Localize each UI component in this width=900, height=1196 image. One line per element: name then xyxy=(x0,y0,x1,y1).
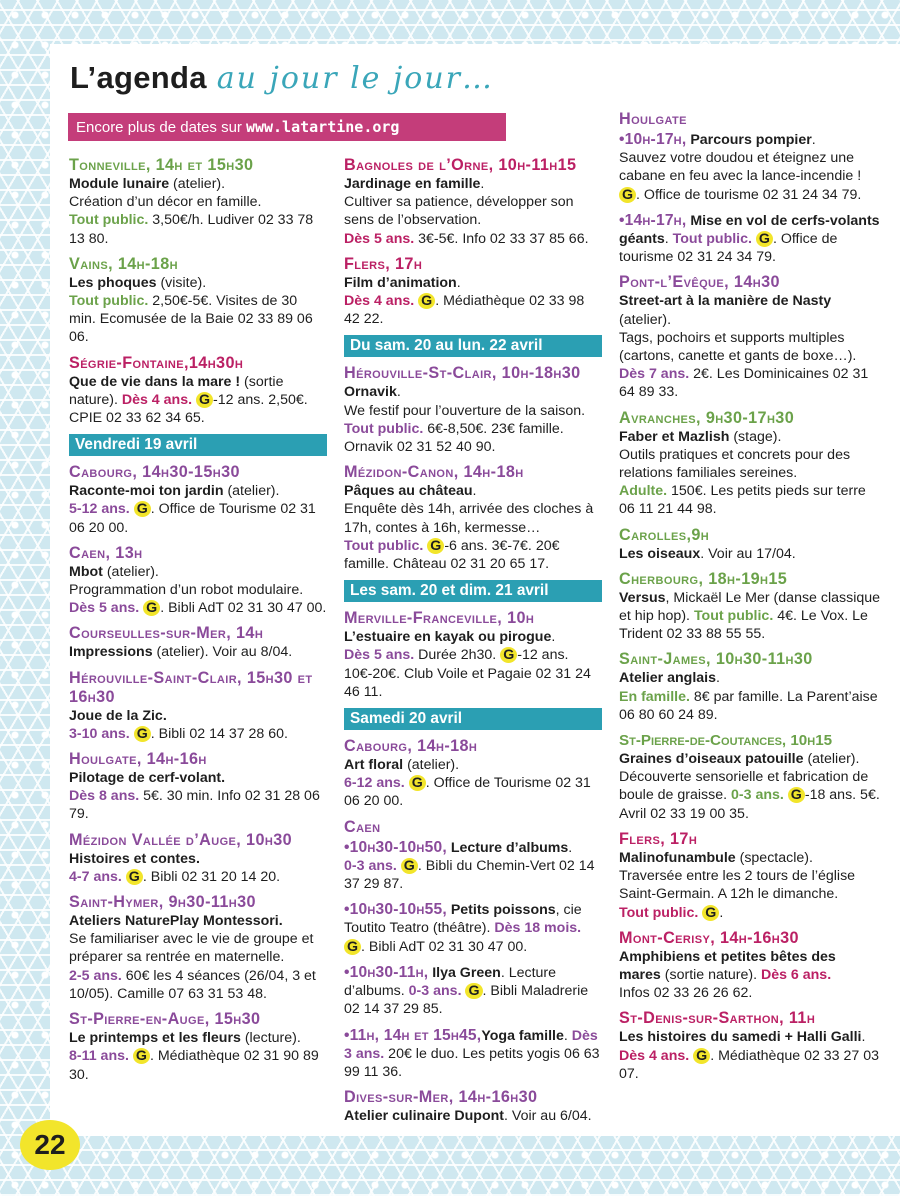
event-place: Flers, 17h xyxy=(344,254,423,273)
event-text: Enquête dès 14h, arrivée des cloches à 17h, contes à 16h, kermesse… xyxy=(344,501,594,536)
event-text: (atelier). xyxy=(403,757,460,774)
event xyxy=(619,570,881,644)
event-audience: Dès 8 ans. xyxy=(69,788,140,805)
event-audience: Dès 4 ans. xyxy=(121,391,193,408)
event-audience: Dès 6 ans. xyxy=(760,966,832,983)
free-badge: G xyxy=(427,538,444,554)
event-text: . Bibli 02 31 20 14 20. xyxy=(142,868,281,885)
event-text: 150€. Les petits pieds sur terre 06 11 21 44 98. xyxy=(619,483,866,518)
event-text: Outils pratiques et concrets pour des relations familiales sereines. xyxy=(619,446,851,482)
event xyxy=(619,211,881,267)
event-place: Tonneville, 14h et 15h30 xyxy=(69,156,254,174)
event xyxy=(344,463,602,573)
event-text: , Mickaël Le Mer (danse classique et hip hop). xyxy=(619,589,881,625)
event-time: •11h, 14h et 15h45, xyxy=(344,1026,482,1044)
event-place: St-Pierre-de-Coutances, 10h15 xyxy=(619,732,833,750)
event-title: Film d’animation xyxy=(344,274,457,291)
date-banner: Vendredi 19 avril xyxy=(69,434,327,456)
website-banner xyxy=(68,113,506,141)
event-title: Pilotage de cerf-volant. xyxy=(69,770,226,787)
date-banner: Les sam. 20 et dim. 21 avril xyxy=(344,580,602,602)
event-text: . xyxy=(664,231,673,248)
event xyxy=(344,1088,602,1125)
event-text: (atelier). xyxy=(169,176,226,192)
event-text: . xyxy=(719,904,724,921)
free-badge: G xyxy=(134,501,151,517)
event-text: . Médiathèque 02 33 98 42 22. xyxy=(344,293,585,328)
event-title: Versus xyxy=(619,589,666,606)
free-badge: G xyxy=(693,1048,710,1064)
event-place: Pont-l’Evêque, 14h30 xyxy=(619,273,780,292)
event-title: Atelier culinaire Dupont xyxy=(344,1108,505,1125)
event xyxy=(619,830,881,922)
event-place: Caen xyxy=(344,817,381,836)
event-title: Street-art à la manière de Nasty xyxy=(619,293,832,310)
free-badge: G xyxy=(401,858,418,874)
event-title: Les histoires du samedi + Halli Galli xyxy=(619,1029,862,1046)
event-place: Caen, 13h xyxy=(69,543,143,562)
event-text: 60€ les 4 séances (26/04, 3 et 10/05). Camille 07 63 31 53 48. xyxy=(69,967,316,1002)
event-title: Joue de la Zic. xyxy=(69,707,167,724)
event-place: Hérouville-St-Clair, 10h-18h30 xyxy=(344,364,581,383)
event-text: (atelier). Voir au 8/04. xyxy=(152,644,293,661)
event-title: Yoga famille xyxy=(481,1027,564,1044)
free-badge: G xyxy=(500,647,517,663)
event-time: •10h30-10h55, xyxy=(344,901,447,919)
event-text: . xyxy=(563,1027,572,1044)
event-place: Houlgate xyxy=(619,110,687,128)
event-title: Lecture d’albums xyxy=(450,839,569,856)
event-place: Saint-Hymer, 9h30-11h30 xyxy=(69,893,256,912)
event xyxy=(69,750,327,824)
free-badge: G xyxy=(196,392,213,408)
event-audience: Dès 5 ans. xyxy=(344,647,415,664)
event-text: -12 ans. 10€-20€. Club Voile et Pagaie 02 31 24 46 11. xyxy=(344,647,591,700)
event-text: . xyxy=(716,670,720,687)
event-text: Se familiariser avec le vie de groupe et préparer sa rentrée en maternelle. xyxy=(69,931,314,966)
event-audience: Adulte. xyxy=(619,483,668,500)
event-text: . Voir au 6/04. xyxy=(504,1108,592,1125)
event-place: Cabourg, 14h30-15h30 xyxy=(69,463,240,482)
event-audience: 3-10 ans. xyxy=(69,725,130,742)
event xyxy=(619,731,881,823)
event-title: Module lunaire xyxy=(69,176,170,192)
event-title: Ateliers NaturePlay Montessori. xyxy=(69,913,283,930)
event-text: . Bibli du Chemin-Vert 02 14 37 29 87. xyxy=(344,857,595,893)
event xyxy=(619,929,881,1003)
date-banner: Du sam. 20 au lun. 22 avril xyxy=(344,335,602,357)
page-number: 22 xyxy=(20,1120,80,1170)
header-title: L’agenda xyxy=(70,60,207,95)
event-audience: Dès 18 mois. xyxy=(494,920,582,937)
event-place: Carolles,9h xyxy=(619,525,710,544)
banner-text: Encore plus de dates sur xyxy=(76,119,242,136)
event-text: 3€-5€. Info 02 33 37 85 66. xyxy=(414,230,589,247)
event xyxy=(619,409,881,519)
event-title: Que de vie dans la mare ! xyxy=(69,373,241,390)
event xyxy=(344,156,602,248)
column-2 xyxy=(344,156,602,1132)
event-time: •10h30-10h50, xyxy=(344,838,447,856)
event-title: Pâques au château xyxy=(344,483,473,500)
event-audience: Dès 7 ans. xyxy=(619,366,690,383)
event xyxy=(344,963,602,1019)
free-badge: G xyxy=(126,869,143,885)
event-text: (sortie nature). xyxy=(69,373,284,408)
event xyxy=(619,1009,881,1083)
event-title: Graines d’oiseaux patouille xyxy=(619,751,804,768)
event-audience: 4-7 ans. xyxy=(69,868,122,885)
event-audience: Dès 3 ans. xyxy=(344,1027,598,1062)
event xyxy=(69,624,327,661)
event-audience: 5-12 ans. xyxy=(69,501,130,518)
event-text: . Bibli AdT 02 31 30 47 00. xyxy=(361,938,528,955)
event-text: . Office de Tourisme 02 31 06 20 00. xyxy=(344,775,591,810)
event-text: (spectacle). xyxy=(735,849,813,866)
event xyxy=(344,900,602,956)
event-audience: 6-12 ans. xyxy=(344,775,405,792)
event-text: . xyxy=(568,839,573,856)
event-text: Tags, pochoirs et supports multiples (cartons, canette et gants de boxe…). xyxy=(619,329,857,365)
event-text: . xyxy=(551,629,556,646)
event-title: Ilya Green xyxy=(432,964,501,981)
event-audience: 0-3 ans. xyxy=(344,857,397,874)
event-text: . Office de Tourisme 02 31 06 20 00. xyxy=(69,501,316,536)
event-audience: Tout public. xyxy=(693,608,774,625)
event-text: . Voir au 17/04. xyxy=(700,545,796,562)
event-text: Infos 02 33 26 26 62. xyxy=(619,985,753,1002)
event-audience: Dès 4 ans. xyxy=(344,293,415,310)
event-audience: Tout public. xyxy=(619,904,699,921)
event-text: 8€ par famille. La Parent’aise 06 80 60 24 89. xyxy=(619,688,878,723)
event-place: Dives-sur-Mer, 14h-16h30 xyxy=(344,1088,538,1107)
event-audience: Dès 5 ans. xyxy=(344,230,415,247)
event-audience: En famille. xyxy=(619,688,690,705)
event-title: Mise en vol de cerfs-volants géants xyxy=(619,212,880,248)
event-title: Faber et Mazlish xyxy=(619,428,730,445)
event-text: Durée 2h30. xyxy=(414,647,501,664)
event-place: St-Denis-sur-Sarthon, 11h xyxy=(619,1009,816,1028)
event xyxy=(69,1010,327,1084)
event-place: Hérouville-Saint-Clair, 15h30 et 16h30 xyxy=(69,668,313,706)
event-text: (atelier). xyxy=(102,563,159,580)
event-time: •10h30-11h, xyxy=(344,963,429,981)
free-badge: G xyxy=(344,939,361,955)
event-text: Programmation d’un robot modulaire. xyxy=(69,582,304,599)
event xyxy=(344,838,602,894)
column-3 xyxy=(619,110,881,1090)
event-text: 5€. 30 min. Info 02 31 28 06 79. xyxy=(69,788,320,823)
event-text: We festif pour l’ouverture de la saison. xyxy=(344,402,586,419)
event-place: Cherbourg, 18h-19h15 xyxy=(619,569,788,588)
event xyxy=(69,669,327,743)
event-title: Art floral xyxy=(344,757,404,774)
event-text: 20€ le duo. Les petits yogis 06 63 99 11 36. xyxy=(344,1045,600,1080)
event-text: 3,50€/h. Ludiver 02 33 78 13 80. xyxy=(69,212,314,247)
event-place: Courseulles-sur-Mer, 14h xyxy=(69,624,264,643)
event-audience: 8-11 ans. xyxy=(69,1048,129,1065)
event-text: (atelier). Découverte sensorielle et fabrication de boule de graisse. xyxy=(619,751,869,804)
event-audience: 0-3 ans. xyxy=(408,983,462,1000)
event-title: Atelier anglais xyxy=(619,670,716,687)
event xyxy=(69,354,327,428)
event-text: Traversée entre les 2 tours de l’église Saint-Germain. A 12h le dimanche. xyxy=(619,868,856,903)
event xyxy=(344,364,602,456)
free-badge: G xyxy=(465,983,482,999)
event-group-header xyxy=(344,818,602,837)
event xyxy=(344,737,602,811)
event-place: Cabourg, 14h-18h xyxy=(344,737,478,756)
event xyxy=(344,609,602,701)
event-title: Le printemps et les fleurs xyxy=(69,1030,241,1047)
event-title: L’estuaire en kayak ou pirogue xyxy=(344,629,552,646)
free-badge: G xyxy=(702,905,719,921)
event-audience: Tout public. xyxy=(344,420,424,437)
free-badge: G xyxy=(756,231,773,247)
event-title: Impressions xyxy=(69,644,153,661)
event-audience: 0-3 ans. xyxy=(731,787,784,804)
event-text: (atelier). xyxy=(223,483,280,500)
event-time: •14h-17h, xyxy=(619,211,687,229)
event-title: Malinofunambule xyxy=(619,849,736,866)
event-text: -12 ans. 2,50€. CPIE 02 33 62 34 65. xyxy=(69,391,308,427)
event-text: 2€. Les Dominicaines 02 31 64 89 33. xyxy=(619,366,869,401)
event-text: . Médiathèque 02 33 27 03 07. xyxy=(619,1047,880,1082)
event-place: Merville-Franceville, 10h xyxy=(344,609,535,628)
event-place: St-Pierre-en-Auge, 15h30 xyxy=(69,1010,261,1029)
event-text: -6 ans. 3€-7€. 20€ famille. Château 02 31 20 65 17. xyxy=(344,537,560,573)
header-script: au jour le jour… xyxy=(216,61,494,96)
event-audience: 2-5 ans. xyxy=(69,967,122,984)
event-place: Mézidon Vallée d’Auge, 10h30 xyxy=(69,830,293,849)
event xyxy=(344,255,602,329)
event-title: Petits poissons xyxy=(450,902,556,919)
event-group-header xyxy=(619,110,881,129)
event-audience: Tout public. xyxy=(672,231,752,248)
date-banner: Samedi 20 avril xyxy=(344,708,602,730)
event-audience: Tout public. xyxy=(344,537,424,554)
event-place: Avranches, 9h30-17h30 xyxy=(619,408,795,427)
event-audience: Dès 5 ans. xyxy=(69,600,140,617)
event-title: Parcours pompier xyxy=(690,132,812,148)
event-text: 4€. Le Vox. Le Trident 02 33 88 55 55. xyxy=(619,608,868,643)
event xyxy=(619,273,881,401)
event-time: •10h-17h, xyxy=(619,131,687,148)
event-title: Les phoques xyxy=(69,274,157,291)
event xyxy=(344,1026,602,1082)
free-badge: G xyxy=(788,787,805,803)
event-text: . xyxy=(811,132,816,148)
event-text: (lecture). xyxy=(240,1030,301,1047)
free-badge: G xyxy=(134,726,151,742)
event-text: 2,50€-5€. Visites de 30 min. Ecomusée de la Baie 02 33 89 06 06. xyxy=(69,293,313,346)
event-title: Ornavik xyxy=(344,384,397,401)
event-text: . xyxy=(472,483,477,500)
event-text: . xyxy=(861,1029,866,1046)
free-badge: G xyxy=(619,187,636,203)
free-badge: G xyxy=(143,600,160,616)
event-text: Cultiver sa patience, développer son sens de l’observation. xyxy=(344,194,574,229)
event-text: . Office de tourisme 02 31 24 34 79. xyxy=(619,231,838,266)
event xyxy=(69,831,327,886)
event-title: Jardinage en famille xyxy=(344,176,481,192)
event xyxy=(619,130,881,204)
event-text: . xyxy=(480,176,485,192)
event-place: Saint-James, 10h30-11h30 xyxy=(619,650,813,669)
event-text: , cie Toutito Teatro (théâtre). xyxy=(344,902,582,937)
event-title: Les oiseaux xyxy=(619,545,701,562)
event-place: Bagnoles de l’Orne, 10h-11h15 xyxy=(344,156,577,174)
event-audience: Dès 4 ans. xyxy=(619,1047,690,1064)
event-text: Sauvez votre doudou et éteignez une cabane en feu avec la lance-incendie ! xyxy=(619,150,862,185)
event xyxy=(69,255,327,347)
event-place: Flers, 17h xyxy=(619,829,698,848)
event-text: (sortie nature). xyxy=(660,966,761,983)
event-text: (visite). xyxy=(156,274,207,291)
event-text: 6€-8,50€. 23€ famille. Ornavik 02 31 52 40 90. xyxy=(344,420,564,456)
event-text: . Médiathèque 02 31 90 89 30. xyxy=(69,1048,319,1083)
event-text: . Bibli Maladrerie 02 14 37 29 85. xyxy=(344,983,589,1018)
free-badge: G xyxy=(409,775,426,791)
event-title: Histoires et contes. xyxy=(69,850,200,867)
event-text: -18 ans. 5€. Avril 02 33 19 00 35. xyxy=(619,787,880,822)
event-place: Ségrie-Fontaine,14h30h xyxy=(69,353,244,372)
column-1 xyxy=(69,156,327,1091)
event xyxy=(619,526,881,563)
event-place: Houlgate, 14h-16h xyxy=(69,750,207,769)
event-place: Mont-Cerisy, 14h-16h30 xyxy=(619,928,799,947)
event-title: Mbot xyxy=(69,563,103,580)
page-header xyxy=(70,60,494,96)
event xyxy=(69,893,327,1003)
event-place: Mézidon-Canon, 14h-18h xyxy=(344,463,524,482)
event-title: Amphibiens et petites bêtes des mares xyxy=(619,948,836,983)
event-text: . xyxy=(396,384,401,401)
event-text: (atelier). xyxy=(619,311,672,328)
event-audience: Tout public. xyxy=(69,293,149,310)
free-badge: G xyxy=(133,1048,150,1064)
event-text: . xyxy=(456,274,461,291)
event-text: (stage). xyxy=(729,428,782,445)
event xyxy=(69,156,327,248)
event-title: Raconte-moi ton jardin xyxy=(69,483,224,500)
event-text: . Bibli AdT 02 31 30 47 00. xyxy=(160,600,327,617)
event-text: Création d’un décor en famille. xyxy=(69,194,262,211)
event-audience: Tout public. xyxy=(69,212,149,229)
event xyxy=(69,544,327,618)
event-text: . Lecture d’albums. xyxy=(344,964,557,1000)
event xyxy=(619,650,881,724)
event-text: . Office de tourisme 02 31 24 34 79. xyxy=(636,186,862,203)
free-badge: G xyxy=(418,293,435,309)
banner-url[interactable]: www.latartine.org xyxy=(245,118,400,136)
event-place: Vains, 14h-18h xyxy=(69,254,178,273)
event-text: . Bibli 02 14 37 28 60. xyxy=(150,725,288,742)
event xyxy=(69,463,327,537)
